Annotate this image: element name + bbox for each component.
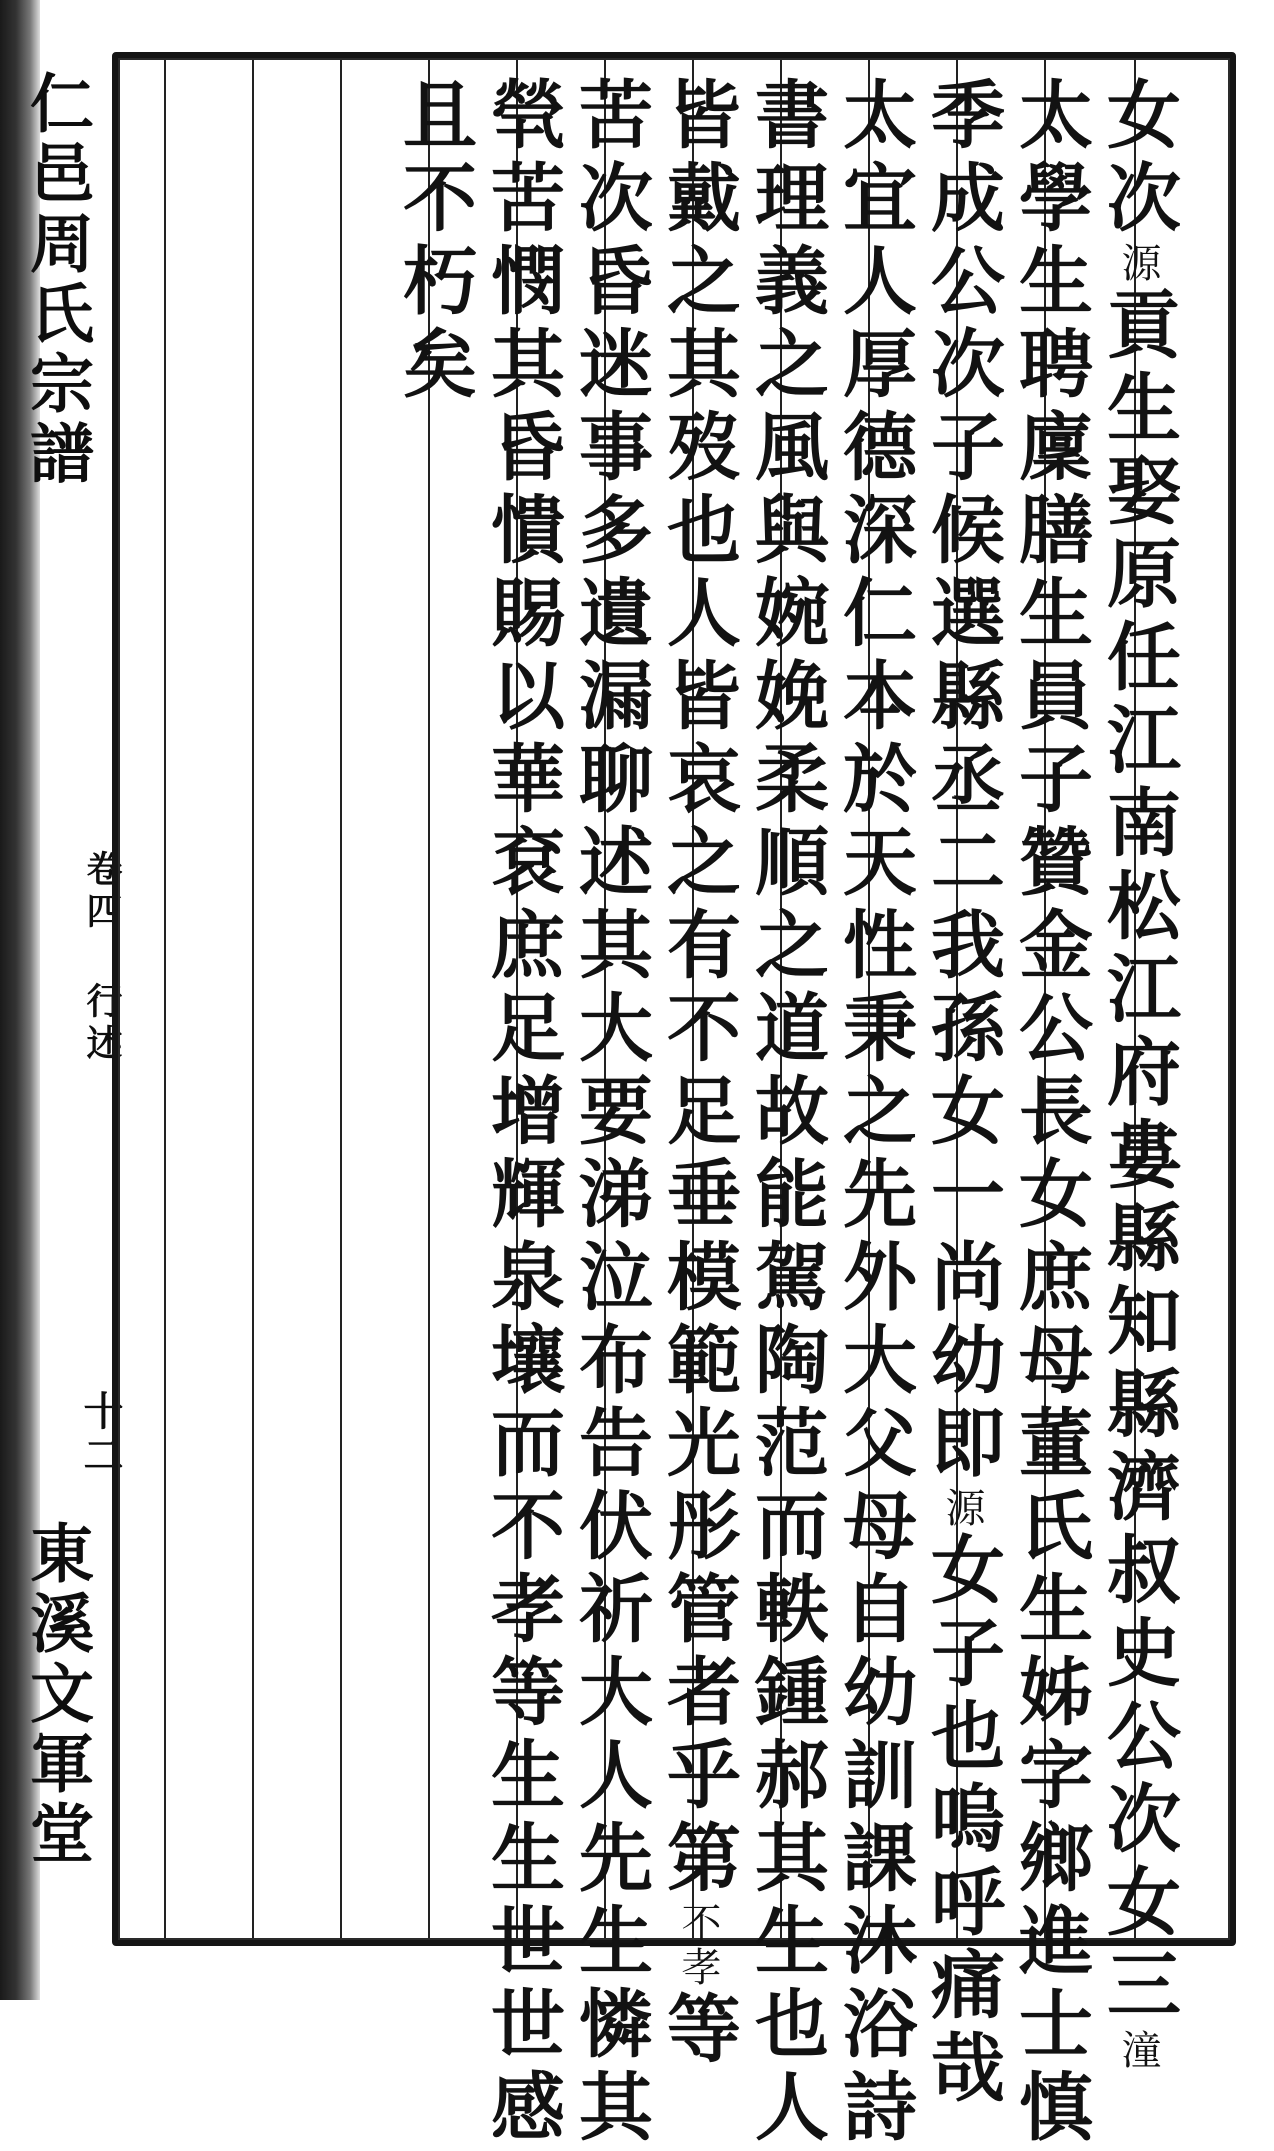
column-name-note: 源 <box>939 1487 985 1531</box>
section-label: 卷四 行述 <box>81 850 123 1066</box>
hall-name: 東溪文軍堂 <box>19 1520 94 1870</box>
column-text: 女次 <box>1095 76 1181 242</box>
column-text: 太學生聘廩膳生員子贊金公長女庶母董氏生姊字鄉進士慎 <box>1007 76 1093 2151</box>
column-text: 等 <box>655 1990 741 2073</box>
column-text: 季成公次子候選縣丞二我孫女一尚幼即 <box>919 76 1005 1487</box>
column-text: 苦次昏迷事多遺漏聊述其大要涕泣布告伏祈大人先生憐其 <box>567 76 653 2151</box>
column-text: 貢生娶原任江南松江府婁縣知縣濟叔史公次女三 <box>1095 286 1181 2029</box>
book-title: 仁邑周氏宗譜 <box>19 70 94 490</box>
column-text: 女子也嗚呼痛哉 <box>919 1531 1005 2112</box>
page-margin-strip <box>14 60 124 1940</box>
column-text: 且不朽矣 <box>391 76 477 408</box>
column-name-note: 不孝 <box>675 1902 721 1990</box>
column-rule <box>340 60 342 1938</box>
page-number: 十二 <box>77 1390 124 1478</box>
column-text: 煢苦憫其昏憒賜以華袞庶足增輝泉壤而不孝等生生世世感 <box>479 76 565 2151</box>
column-text: 太宜人厚德深仁本於天性秉之先外大父母自幼訓課沐浴詩 <box>831 76 917 2151</box>
text-column-9 <box>382 76 486 1926</box>
column-rule <box>164 60 166 1938</box>
column-rule <box>252 60 254 1938</box>
column-name-note: 源 <box>1115 242 1161 286</box>
column-text: 皆戴之其歿也人皆哀之有不足垂模範光彤管者乎第 <box>655 76 741 1902</box>
column-name-note: 潼 <box>1115 2029 1161 2073</box>
column-text: 書理義之風與婉娩柔順之道故能駕陶范而軼鍾郝其生也人 <box>743 76 829 2151</box>
